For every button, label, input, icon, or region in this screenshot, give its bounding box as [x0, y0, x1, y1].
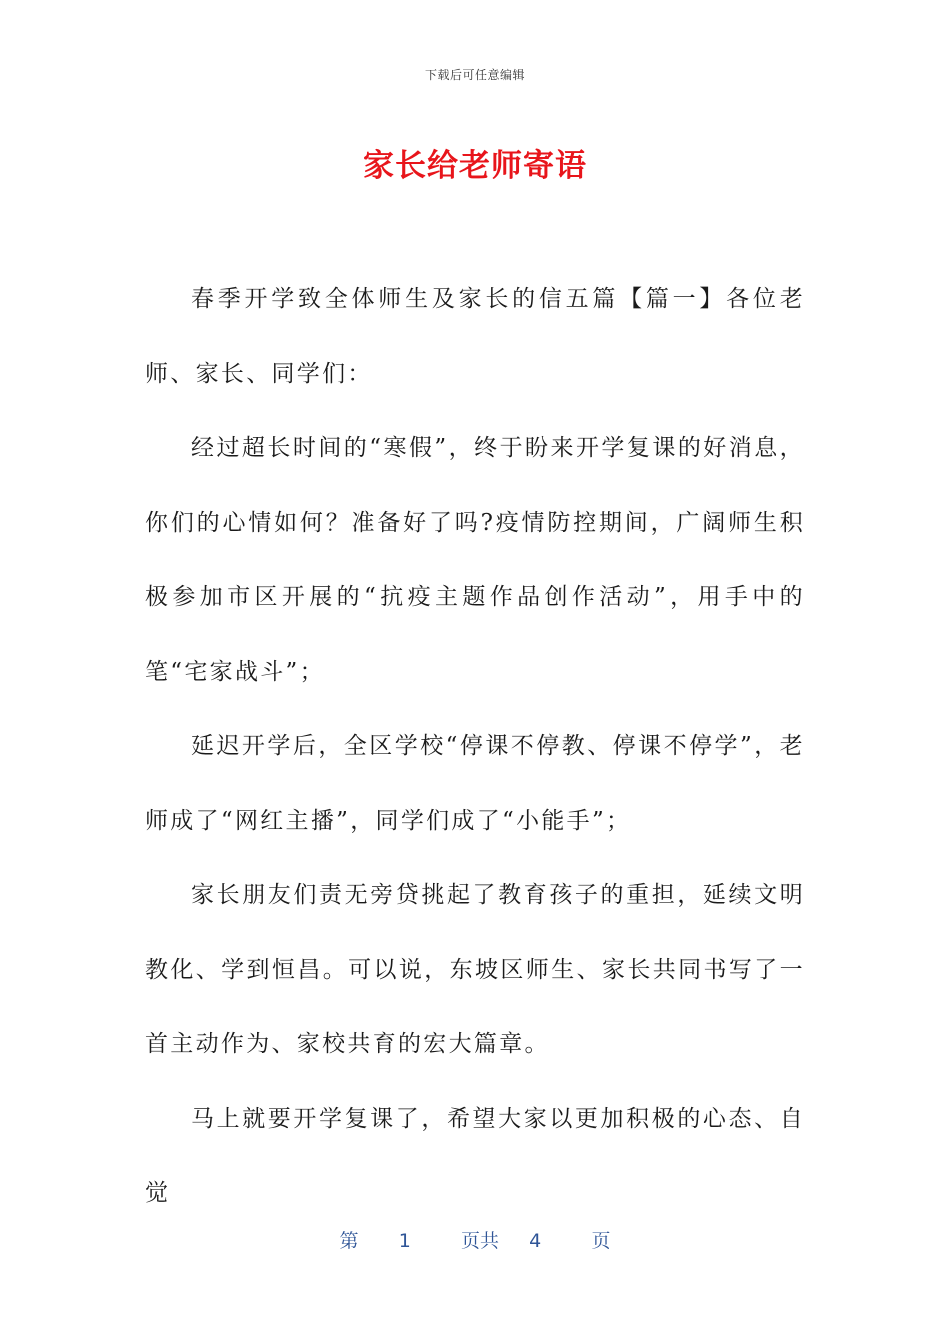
page-number-footer [0, 1226, 950, 1253]
total-pages-number: 4 [529, 1230, 542, 1252]
page-label-prefix: 第 [339, 1230, 359, 1252]
paragraph-5: 马上就要开学复课了，希望大家以更加积极的心态、自觉 [145, 1105, 805, 1206]
current-page-number: 1 [398, 1230, 411, 1252]
document-title: 家长给老师寄语 [363, 148, 587, 184]
header-note: 下载后可任意编辑 [424, 68, 525, 82]
page-label-middle: 页共 [461, 1230, 500, 1252]
paragraph-4: 家长朋友们责无旁贷挑起了教育孩子的重担，延续文明教化、学到恒昌。可以说，东坡区师生、家长共同书写了一首主动作为、家校共育的宏大篇章。 [145, 882, 805, 1057]
document-body [145, 262, 805, 1231]
paragraph-3: 延迟开学后，全区学校“停课不停教、停课不停学”，老师成了“网红主播”，同学们成了“小能手”； [145, 733, 805, 834]
paragraph-2: 经过超长时间的“寒假”，终于盼来开学复课的好消息，你们的心情如何？准备好了吗?疫情防控期间，广阔师生积极参加市区开展的“抗疫主题作品创作活动”，用手中的笔“宅家战斗”； [145, 435, 805, 685]
paragraph-1: 春季开学致全体师生及家长的信五篇【篇一】各位老师、家长、同学们： [145, 286, 805, 387]
page-label-suffix: 页 [591, 1230, 611, 1252]
